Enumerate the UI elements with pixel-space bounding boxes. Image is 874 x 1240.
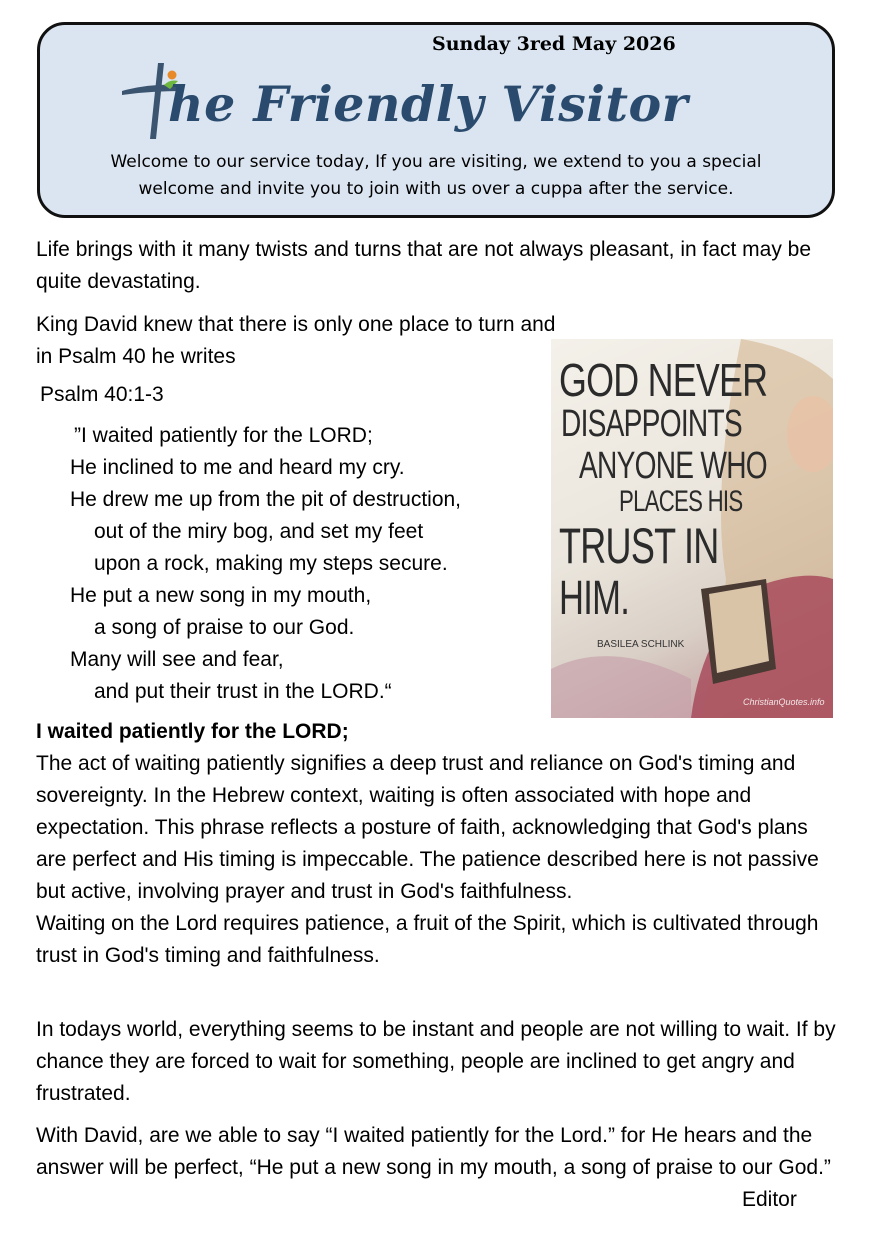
king-david-paragraph: King David knew that there is only one place to turn and in Psalm 40 he writes [36, 313, 556, 368]
todays-world-paragraph: In todays world, everything seems to be instant and people are not willing to wait. If by chance they are forced to wait for something, people are inclined to get angry and frustrated. [36, 1018, 836, 1105]
editor-signoff: Editor [742, 1188, 797, 1211]
verse-line: He inclined to me and heard my cry. [70, 456, 405, 479]
poster-quote-line: TRUST IN [559, 518, 719, 574]
verse-line: out of the miry bog, and set my feet [94, 520, 424, 543]
act-paragraph: The act of waiting patiently signifies a deep trust and reliance on God's timing and sovereignty. In the Hebrew context, waiting is often associated with hope and expectation. This phrase reflects a posture of faith, acknowledging that God's plans are perfect and His timing is impeccable. The patience described here is not passive but active, involving prayer and trust in God's faithfulness. [36, 752, 819, 903]
poster-quote-line: DISAPPOINTS [561, 403, 742, 445]
welcome-message [60, 149, 812, 203]
poster-author: BASILEA SCHLINK [597, 639, 685, 650]
poster-quote-line: HIM. [559, 572, 630, 625]
verse-line: He drew me up from the pit of destruction, [70, 488, 462, 511]
verse-line: a song of praise to our God. [94, 616, 355, 639]
poster-quote-line: PLACES HIS [619, 485, 743, 518]
verse-line: upon a rock, making my steps secure. [94, 552, 448, 575]
newsletter-title: he Friendly Visitor [168, 75, 689, 133]
psalm-reference: Psalm 40:1-3 [40, 383, 164, 406]
waiting-explanation [36, 748, 836, 972]
closing-paragraph: With David, are we able to say “I waited patiently for the Lord.” for He hears and the answer will be perfect, “He put a new song in my mouth, a song of praise to our God.” [36, 1124, 831, 1179]
issue-date: Sunday 3red May 2026 [432, 33, 676, 55]
poster-watermark: ChristianQuotes.info [743, 697, 825, 707]
welcome-line-2: welcome and invite you to join with us over a cuppa after the service. [138, 179, 734, 199]
verse-line: He put a new song in my mouth, [70, 584, 372, 607]
poster-quote-line: GOD NEVER [559, 354, 768, 406]
intro-paragraph: Life brings with it many twists and turns that are not always pleasant, in fact may be quite devastating. [36, 238, 812, 293]
verse-line: and put their trust in the LORD.“ [94, 680, 392, 703]
verse-line: ”I waited patiently for the LORD; [74, 424, 373, 447]
poster-quote-line: ANYONE WHO [579, 445, 767, 487]
quote-poster-image [551, 339, 833, 718]
newsletter-header [37, 22, 835, 218]
section-heading: I waited patiently for the LORD; [36, 720, 349, 743]
welcome-line-1: Welcome to our service today, If you are visiting, we extend to you a special [110, 152, 762, 172]
waiting-paragraph: Waiting on the Lord requires patience, a fruit of the Spirit, which is cultivated through trust in God's timing and faithfulness. [36, 912, 819, 967]
verse-line: Many will see and fear, [70, 648, 284, 671]
